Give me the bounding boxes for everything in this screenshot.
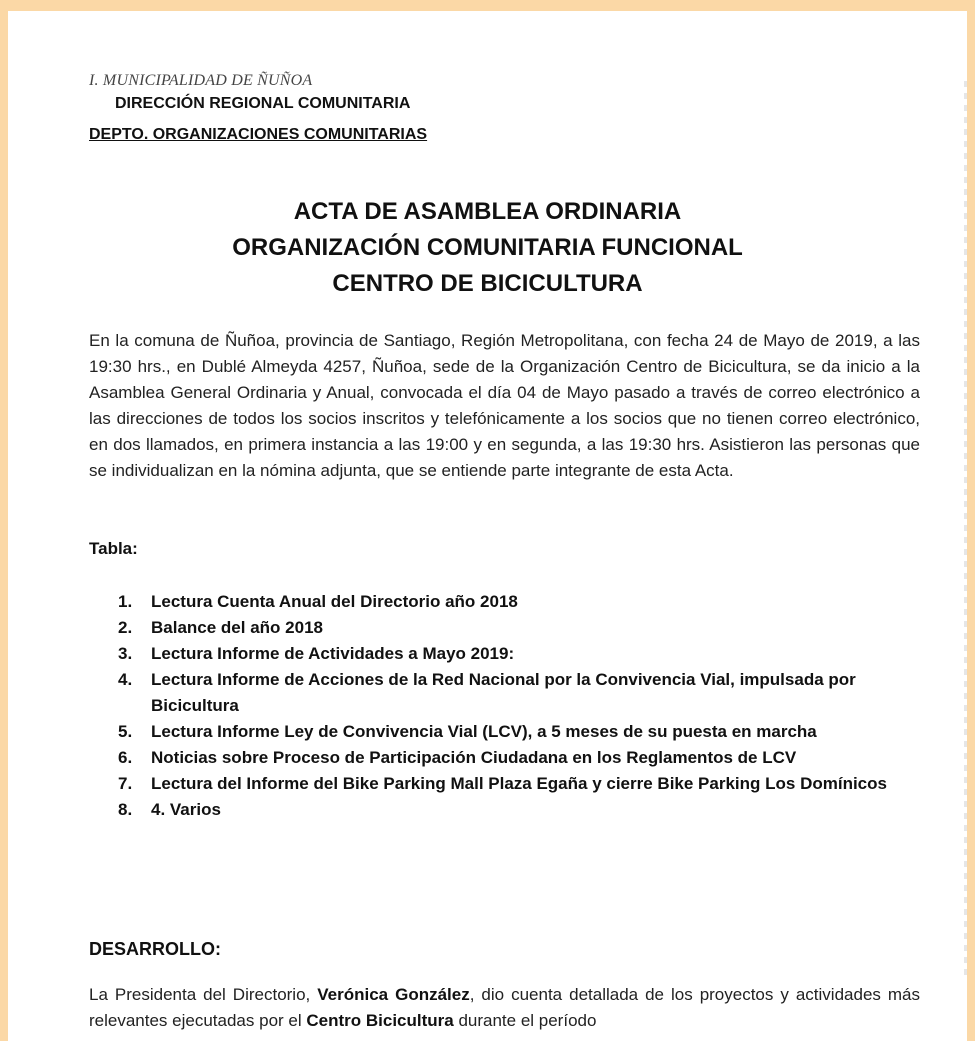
agenda-item [118,719,918,745]
title-line-3: CENTRO DE BICICULTURA [332,270,643,297]
agenda-item [118,667,918,719]
agenda-item [118,771,918,797]
agenda-item-number: 6. [118,748,133,767]
agenda-item-text: Lectura Informe Ley de Convivencia Vial (LCV), a 5 meses de su puesta en marcha [151,722,817,741]
paragraph-text: durante el período [453,1011,597,1030]
agenda-list [118,589,918,823]
agenda-item-number: 1. [118,592,133,611]
intro-paragraph: En la comuna de Ñuñoa, provincia de Santiago, Región Metropolitana, con fecha 24 de Mayo de 2019, a las 19:30 hrs., en Dublé Almeyda 4257, Ñuñoa, sede de la Organización Centro de Bicicultura, se da inicio a la Asamblea General Ordinaria y Anual, convocada el día 04 de Mayo pasado a través de correo electrónico a las direcciones de todos los socios inscritos y telefónicamente a los socios que no tienen correo electrónico, en dos llamados, en primera instancia a las 19:00 y en segunda, a las 19:30 hrs. Asistieron las personas que se individualizan en la nómina adjunta, que se entiende parte integrante de esta Acta. [89,331,920,480]
agenda-item-number: 7. [118,774,133,793]
title-line-2: ORGANIZACIÓN COMUNITARIA FUNCIONAL [232,234,743,261]
document-page [8,11,967,1041]
title-line-1: ACTA DE ASAMBLEA ORDINARIA [293,198,682,225]
agenda-item [118,589,918,615]
agenda-item-number: 2. [118,618,133,637]
agenda-item-text: Lectura Cuenta Anual del Directorio año 2018 [151,592,518,611]
document-title [8,194,967,302]
agenda-item-number: 8. [118,800,133,819]
desarrollo-heading: DESARROLLO: [89,939,221,959]
agenda-item [118,745,918,771]
agenda-item-number: 3. [118,644,133,663]
department-header: DEPTO. ORGANIZACIONES COMUNITARIAS [89,126,428,143]
agenda-item [118,641,918,667]
agenda-item [118,615,918,641]
desarrollo-paragraph [89,982,920,1034]
paragraph-text: La Presidenta del Directorio, [89,985,318,1004]
paragraph-text: , dio cuenta detallada de los proyectos y actividades más relevantes ejecutadas por el [89,985,920,1030]
organization-name: Centro Bicicultura [306,1011,454,1030]
president-name: Verónica González [317,985,470,1004]
agenda-item [118,797,918,823]
tabla-label: Tabla: [89,539,138,558]
agenda-item-number: 5. [118,722,133,741]
municipality-header: I. MUNICIPALIDAD DE ÑUÑOA [89,72,313,89]
agenda-item-text: Noticias sobre Proceso de Participación Ciudadana en los Reglamentos de LCV [151,748,797,767]
direction-header: DIRECCIÓN REGIONAL COMUNITARIA [115,95,411,112]
agenda-item-number: 4. [118,670,133,689]
agenda-item-text: Lectura del Informe del Bike Parking Mall Plaza Egaña y cierre Bike Parking Los Domínicos [151,774,887,793]
agenda-item-text: Balance del año 2018 [151,618,323,637]
agenda-item-text: Lectura Informe de Actividades a Mayo 2019: [151,644,515,663]
agenda-item-text: Lectura Informe de Acciones de la Red Nacional por la Convivencia Vial, impulsada por Bicicultura [151,670,856,715]
agenda-item-text: 4. Varios [151,800,221,819]
